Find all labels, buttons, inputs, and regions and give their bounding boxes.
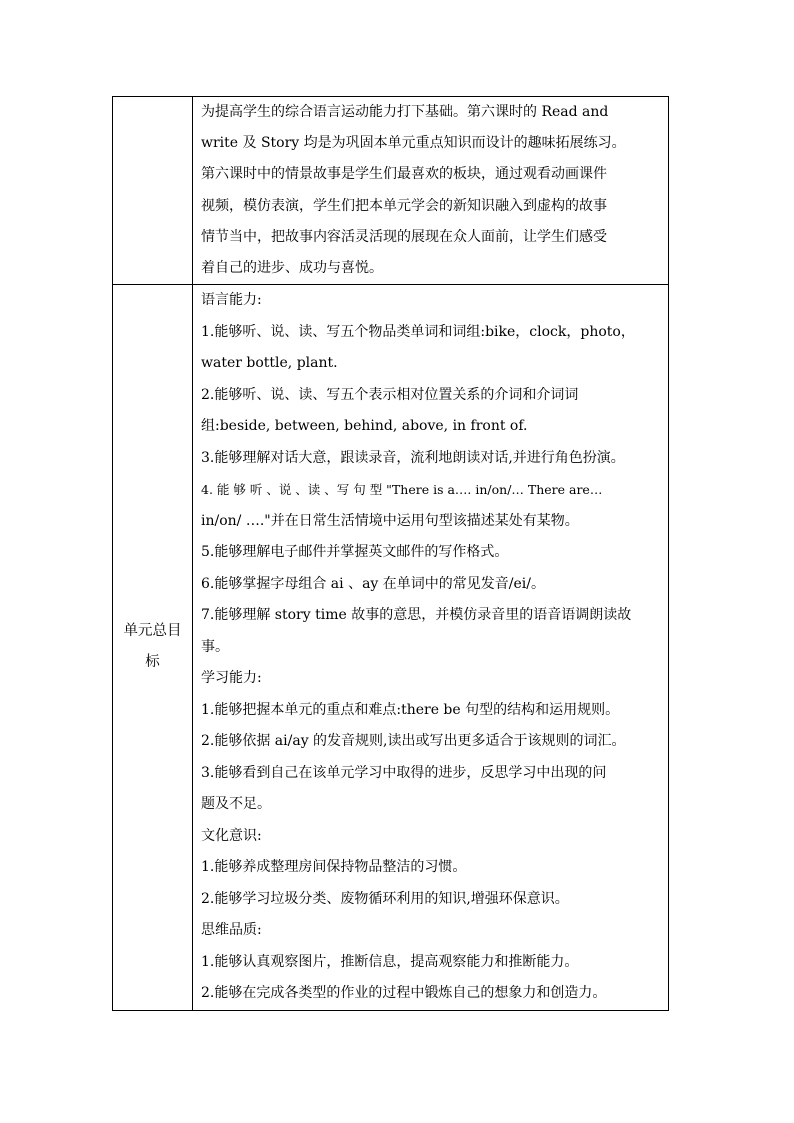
row-content-cell xyxy=(193,97,669,285)
table-row xyxy=(113,97,669,285)
text-line: 6.能够掌握字母组合 ai 、ay 在单词中的常见发音/ei/。 xyxy=(201,575,545,592)
text-line: 7.能够理解 story time 故事的意思，并模仿录音里的语音语调朗读故 xyxy=(201,607,632,624)
text-line: 第六课时中的情景故事是学生们最喜欢的板块，通过观看动画课件 xyxy=(201,166,607,183)
row-label-cell xyxy=(113,97,193,285)
text-line: water bottle, plant. xyxy=(201,355,338,372)
row-content-cell xyxy=(193,285,669,1011)
content-table xyxy=(112,96,669,1011)
text-line: 2.能够依据 ai/ay 的发音规则,读出或写出更多适合于该规则的词汇。 xyxy=(201,733,626,750)
text-line: 1.能够养成整理房间保持物品整洁的习惯。 xyxy=(201,859,467,876)
text-line: 1.能够认真观察图片，推断信息，提高观察能力和推断能力。 xyxy=(201,953,579,970)
text-line: in/on/ …."并在日常生活情境中运用句型该描述某处有某物。 xyxy=(201,512,579,529)
text-line: 3.能够看到自己在该单元学习中取得的进步，反思学习中出现的问 xyxy=(201,764,607,781)
text-line: write 及 Story 均是为巩固本单元重点知识而设计的趣味拓展练习。 xyxy=(201,135,626,152)
table-row xyxy=(113,285,669,1011)
text-line: 1.能够把握本单元的重点和难点:there be 句型的结构和运用规则。 xyxy=(201,701,620,718)
section-heading: 学习能力: xyxy=(201,670,262,687)
text-line: 事。 xyxy=(201,638,229,655)
section-heading: 思维品质: xyxy=(201,922,262,939)
unit-goal-label: 单元总目标 xyxy=(123,623,182,671)
text-line: 4. 能 够 听 、说 、读 、写 句 型 "There is a…. in/on/… There are… xyxy=(201,482,603,498)
text-line: 5.能够理解电子邮件并掌握英文邮件的写作格式。 xyxy=(201,544,509,561)
text-line: 着自己的进步、成功与喜悦。 xyxy=(201,259,383,276)
text-line: 3.能够理解对话大意，跟读录音，流利地朗读对话,并进行角色扮演。 xyxy=(201,449,625,466)
row-label-cell xyxy=(113,285,193,1011)
text-line: 2.能够听、说、读、写五个表示相对位置关系的介词和介词词 xyxy=(201,386,579,403)
text-line: 情节当中，把故事内容活灵活现的展现在众人面前，让学生们感受 xyxy=(201,228,607,245)
text-line: 组:beside, between, behind, above, in front of. xyxy=(201,418,528,435)
text-line: 视频，模仿表演，学生们把本单元学会的新知识融入到虚构的故事 xyxy=(201,197,607,214)
section-heading: 文化意识: xyxy=(201,827,262,844)
text-line: 1.能够听、说、读、写五个物品类单词和词组:bike，clock，photo， xyxy=(201,323,635,340)
section-heading: 语言能力: xyxy=(201,292,262,309)
text-line: 为提高学生的综合语言运动能力打下基础。第六课时的 Read and xyxy=(201,104,609,120)
text-line: 题及不足。 xyxy=(201,796,271,813)
text-line: 2.能够在完成各类型的作业的过程中锻炼自己的想象力和创造力。 xyxy=(201,985,607,1002)
text-line: 2.能够学习垃圾分类、废物循环利用的知识,增强环保意识。 xyxy=(201,890,569,907)
